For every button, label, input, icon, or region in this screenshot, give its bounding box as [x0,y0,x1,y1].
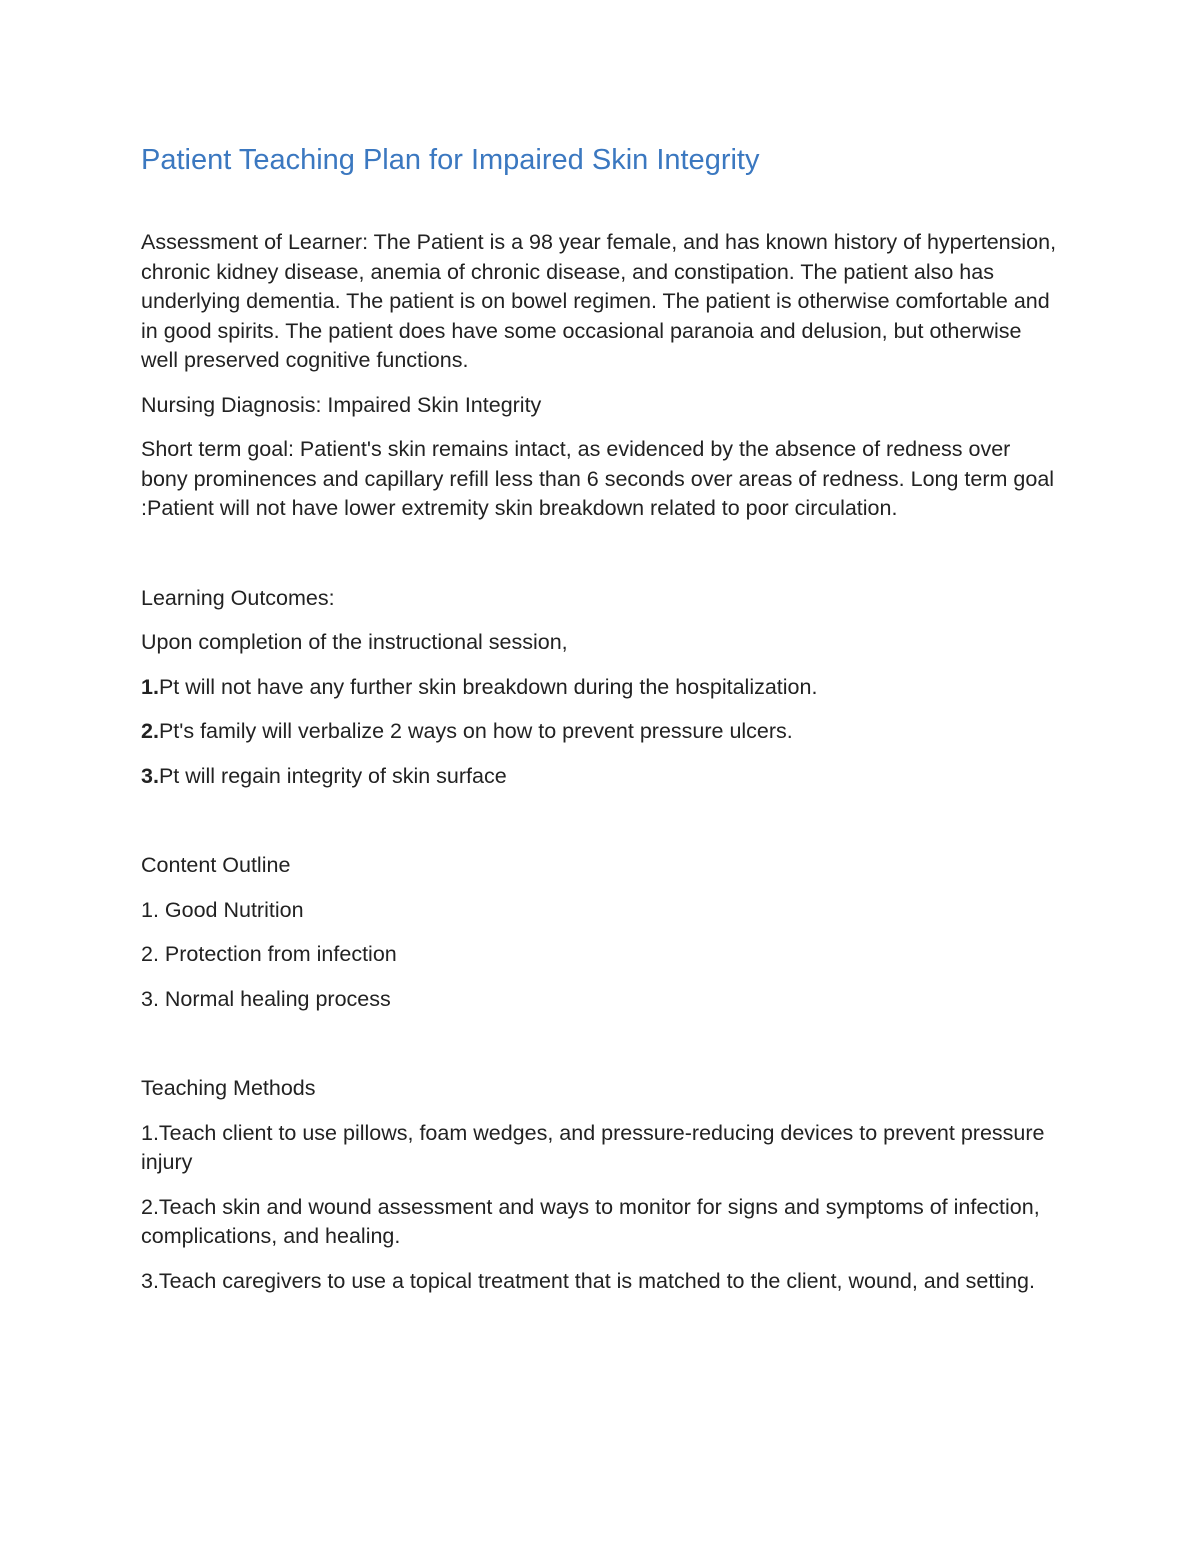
document-title: Patient Teaching Plan for Impaired Skin Integrity [141,144,760,176]
teaching-methods-heading: Teaching Methods [141,1076,316,1100]
section-spacer [141,806,1061,851]
document-page [141,140,1061,1311]
goals-paragraph: Short term goal: Patient's skin remains intact, as evidenced by the absence of redness over bony prominences and capillary refill less than 6 seconds over areas of redness. Long term goal :Patient will not have lower extremity skin breakdown related to poor circulation. [141,437,1055,520]
item-text: Pt's family will verbalize 2 ways on how to prevent pressure ulcers. [158,719,793,743]
teaching-method-item: 3.Teach caregivers to use a topical treatment that is matched to the client, wound, and setting. [141,1268,1035,1293]
content-outline-item: 2. Protection from infection [141,942,397,966]
teaching-method-item: 1.Teach client to use pillows, foam wedges, and pressure-reducing devices to prevent pressure injury [141,1120,1045,1174]
nursing-diagnosis: Nursing Diagnosis: Impaired Skin Integrity [141,392,542,417]
assessment-paragraph: Assessment of Learner: The Patient is a 98 year female, and has known history of hypertension, chronic kidney disease, anemia of chronic disease, and constipation. The patient also has underlying dementia. The patient is on bowel regimen. The patient is otherwise comfortable and in good spirits. The patient does have some occasional paranoia and delusion, but otherwise well preserved cognitive functions. [141,230,1057,372]
content-outline-item: 1. Good Nutrition [141,897,304,922]
learning-outcome-item [141,762,1061,792]
item-text: Pt will not have any further skin breakdown during the hospitalization. [158,674,818,699]
learning-outcomes-heading: Learning Outcomes: [141,585,335,610]
learning-outcome-item [141,673,1061,703]
teaching-method-item: 2.Teach skin and wound assessment and ways to monitor for signs and symptoms of infection, complications, and healing. [141,1194,1040,1248]
content-outline-item: 3. Normal healing process [141,986,391,1011]
content-outline-heading: Content Outline [141,853,291,877]
learning-outcome-item [141,717,1061,747]
section-spacer [141,1029,1061,1074]
item-number: 1. [141,674,159,699]
learning-outcomes-intro: Upon completion of the instructional session, [141,630,568,654]
item-number: 2. [141,719,159,743]
item-text: Pt will regain integrity of skin surface [158,763,507,788]
item-number: 3. [141,763,159,788]
section-spacer [141,539,1061,584]
